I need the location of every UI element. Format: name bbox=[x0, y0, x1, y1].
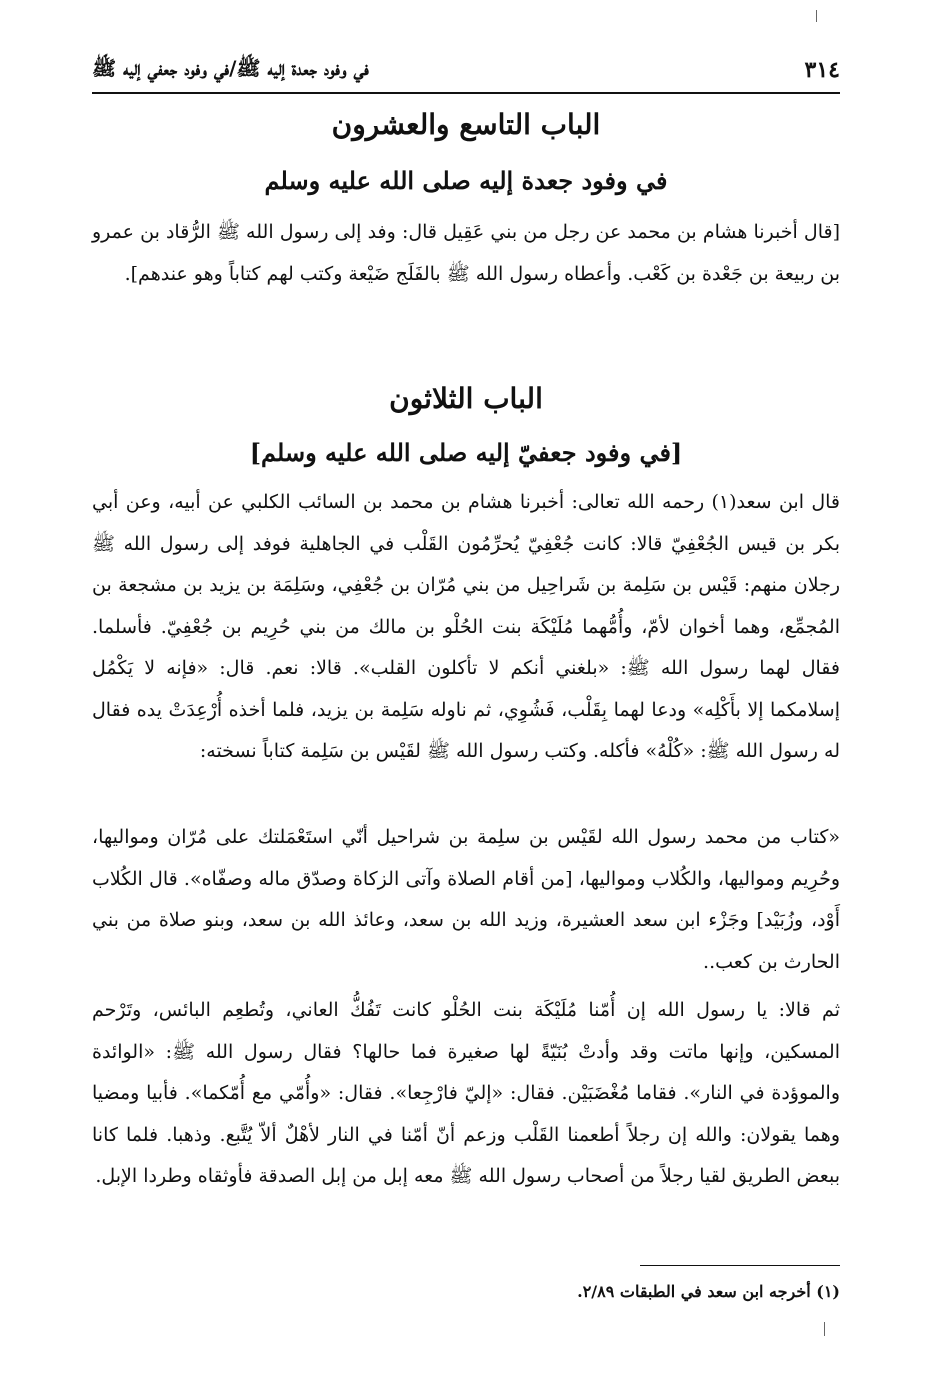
running-header bbox=[92, 50, 840, 90]
footnote: (١) أخرجه ابن سعد في الطبقات ٢/٨٩. bbox=[577, 1282, 840, 1301]
chapter-29-subtitle: في وفود جعدة إليه صلى الله عليه وسلم bbox=[264, 166, 668, 195]
chapter-30-subtitle: [في وفود جعفيّ إليه صلى الله عليه وسلم] bbox=[249, 438, 683, 467]
chapter-30-title: الباب الثلاثون bbox=[389, 382, 543, 415]
chapter-30-paragraph-2: «كتاب من محمد رسول الله لقَيْس بن سلِمة بن شراحيل أنّي استَعْمَلتك على مُرّان ومواليها، وحُرِيم ومواليها، والكُلاب ومواليها، [من أقام الصلاة وآتى الزكاة وصدّق ماله وصفّاه». قال الكُلاب أَوْد، وزُبَيْد] وجَزْء ابن سعد العشيرة، وزيد الله بن سعد، وعائذ الله بن سعد، وبنو صلاة من بني الحارث بن كعب.. bbox=[92, 826, 840, 973]
footnote-rule bbox=[640, 1265, 840, 1266]
header-rule bbox=[92, 92, 840, 94]
running-title: في وفود جعدة إليه ﷺ/في وفود جعفي إليه ﷺ bbox=[92, 55, 369, 80]
scan-mark bbox=[816, 10, 817, 22]
chapter-30-paragraph-1: قال ابن سعد(١) رحمه الله تعالى: أخبرنا هشام بن محمد بن السائب الكلبي عن أبيه، وعن أبي بكر بن قيس الجُعْفِيّ قالا: كانت جُعْفِيّ يُحرِّمُون القَلْب في الجاهلية فوفد إلى رسول الله ﷺ رجلان منهم: قَيْس بن سَلِمة بن شَراحِيل من بني مُرّان بن جُعْفِي، وسَلِمَة بن يزيد بن مشجعة بن المُجمِّع، وهما أخوان لأمّ، وأُمُّهما مُلَيْكَة بنت الحُلْو بن مالك من بني حُرِيم بن جُعْفِيّ. فأسلما. فقال لهما رسول الله ﷺ: «بلغني أنكم لا تأكلون القلب». قالا: نعم. قال: «فإنه لا يَكْمُل إسلامكما إلا بأَكْلِه» ودعا لهما بِقَلْب، فَشُوِي، ثم ناوله سَلِمة بن يزيد، فلما أخذه أُرْعِدَتْ يده فقال له رسول الله ﷺ: «كُلْهُ» فأكله. وكتب رسول الله ﷺ لقَيْس بن سَلِمة كتاباً نسخته: bbox=[92, 491, 840, 762]
page-number: ٣١٤ bbox=[804, 57, 840, 83]
chapter-29-title: الباب التاسع والعشرون bbox=[331, 108, 601, 141]
chapter-30-paragraph-3: ثم قالا: يا رسول الله إن أُمّنا مُلَيْكَة بنت الحُلْو كانت تَفُكُّ العاني، وتُطعِم البائس، وتَرْحم المسكين، وإنها ماتت وقد وأدتْ بُنَيّةً لها صغيرة فما حالها؟ فقال رسول الله ﷺ: «الوائدة والموؤدة في النار». فقاما مُغْضَبَيْن. فقال: «إليّ فارْجِعا». فقال: «وأُمّي مع أُمّكما». فأبيا ومضيا وهما يقولان: والله إن رجلاً أطعمنا القَلْب وزعم أنّ أمّنا في النار لأهْلٌ ألاّ يُتَّبع. وذهبا. فلما كانا ببعض الطريق لقيا رجلاً من أصحاب رسول الله ﷺ معه إبل من إبل الصدقة فأوثقاه وطردا الإبل. bbox=[92, 999, 840, 1187]
chapter-29-paragraph: [قال أخبرنا هشام بن محمد عن رجل من بني عَقِيل قال: وفد إلى رسول الله ﷺ الرُّقاد بن عمرو بن ربيعة بن جَعْدة بن كَعْب. وأعطاه رسول الله ﷺ بالفَلَج ضَيْعة وكتب لهم كتاباً وهو عندهم]. bbox=[92, 221, 840, 285]
scan-mark bbox=[824, 1322, 825, 1336]
